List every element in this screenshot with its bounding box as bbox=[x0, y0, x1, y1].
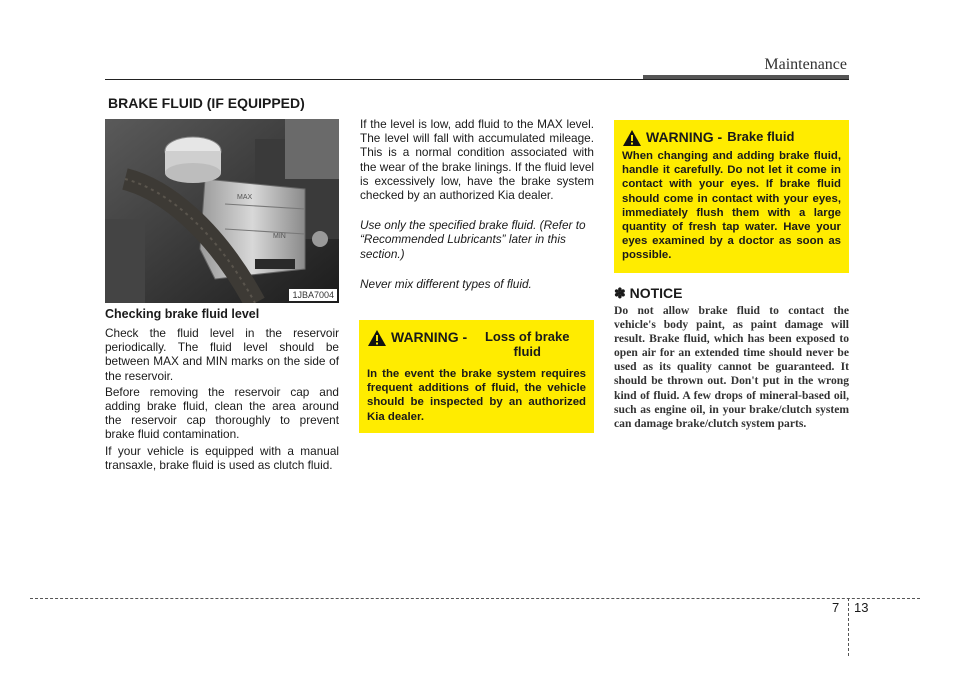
page-number: 13 bbox=[854, 600, 869, 615]
footer-divider bbox=[848, 598, 849, 656]
footer-rule bbox=[30, 598, 920, 599]
warning-label: WARNING - bbox=[391, 329, 468, 345]
notice-body: Do not allow brake fluid to contact the vehicle's body paint, as paint damage will result. Brake fluid, which has been exposed to open air for an extended time should never be used as its quality cannot be guaranteed. It should be thrown out. Don't put in the wrong kind of fluid. A few drops of mineral-based oil, such as engine oil, in your brake/clutch system can damage brake/clutch system parts. bbox=[614, 304, 849, 430]
paragraph: Check the fluid level in the reservoir periodically. The fluid level should be between MAX and MIN marks on the side of the reservoir. bbox=[105, 326, 339, 383]
figure-caption: Checking brake fluid level bbox=[105, 307, 260, 321]
warning-box-brake-fluid bbox=[614, 120, 849, 273]
brake-reservoir-photo bbox=[105, 119, 339, 303]
paragraph: If your vehicle is equipped with a manual transaxle, brake fluid is used as clutch fluid. bbox=[105, 443, 339, 472]
warning-heading bbox=[367, 329, 586, 359]
middle-text-column bbox=[360, 117, 594, 293]
header-rule bbox=[105, 79, 849, 80]
paragraph: If the level is low, add fluid to the MAX level. The level will fall with accumulated mileage. This is a normal condition associated with the wear of the brake linings. If the fluid level is excessively low, have the brake system checked by an authorized Kia dealer. bbox=[360, 117, 594, 203]
max-mark-label: MAX bbox=[237, 194, 253, 201]
checking-text-column bbox=[105, 326, 339, 474]
paragraph: Before removing the reservoir cap and adding brake fluid, clean the area around the reservoir cap thoroughly to prevent brake fluid contamination. bbox=[105, 384, 339, 442]
warning-box-loss-of-fluid bbox=[359, 320, 594, 433]
warning-heading bbox=[622, 129, 841, 147]
italic-note: Use only the specified brake fluid. (Refer to “Recommended Lubricants” later in this section.) bbox=[360, 218, 586, 261]
header-title: Maintenance bbox=[764, 56, 847, 73]
warning-triangle-icon bbox=[367, 329, 387, 347]
notice-title: ✽ NOTICE bbox=[614, 285, 683, 301]
section-title: BRAKE FLUID (IF EQUIPPED) bbox=[108, 95, 305, 111]
figure-code: 1JBA7004 bbox=[289, 289, 337, 301]
warning-triangle-icon bbox=[622, 129, 642, 147]
warning-body: In the event the brake system requires frequent additions of fluid, the vehicle should be inspected by an authorized Kia dealer. bbox=[367, 368, 586, 423]
warning-subtitle: Brake fluid bbox=[727, 129, 795, 144]
chapter-number: 7 bbox=[832, 600, 840, 615]
warning-subtitle: Loss of brake fluid bbox=[484, 329, 570, 359]
italic-note: Never mix different types of fluid. bbox=[360, 276, 532, 291]
warning-body: When changing and adding brake fluid, handle it carefully. Do not let it come in contact with your eyes. If brake fluid should come in contact with your eyes, immediately flush them with a large quantity of fresh tap water. Have your eyes examined by a doctor as soon as possible. bbox=[622, 150, 841, 262]
min-mark-label: MIN bbox=[273, 233, 286, 240]
warning-label: WARNING - bbox=[646, 129, 723, 145]
